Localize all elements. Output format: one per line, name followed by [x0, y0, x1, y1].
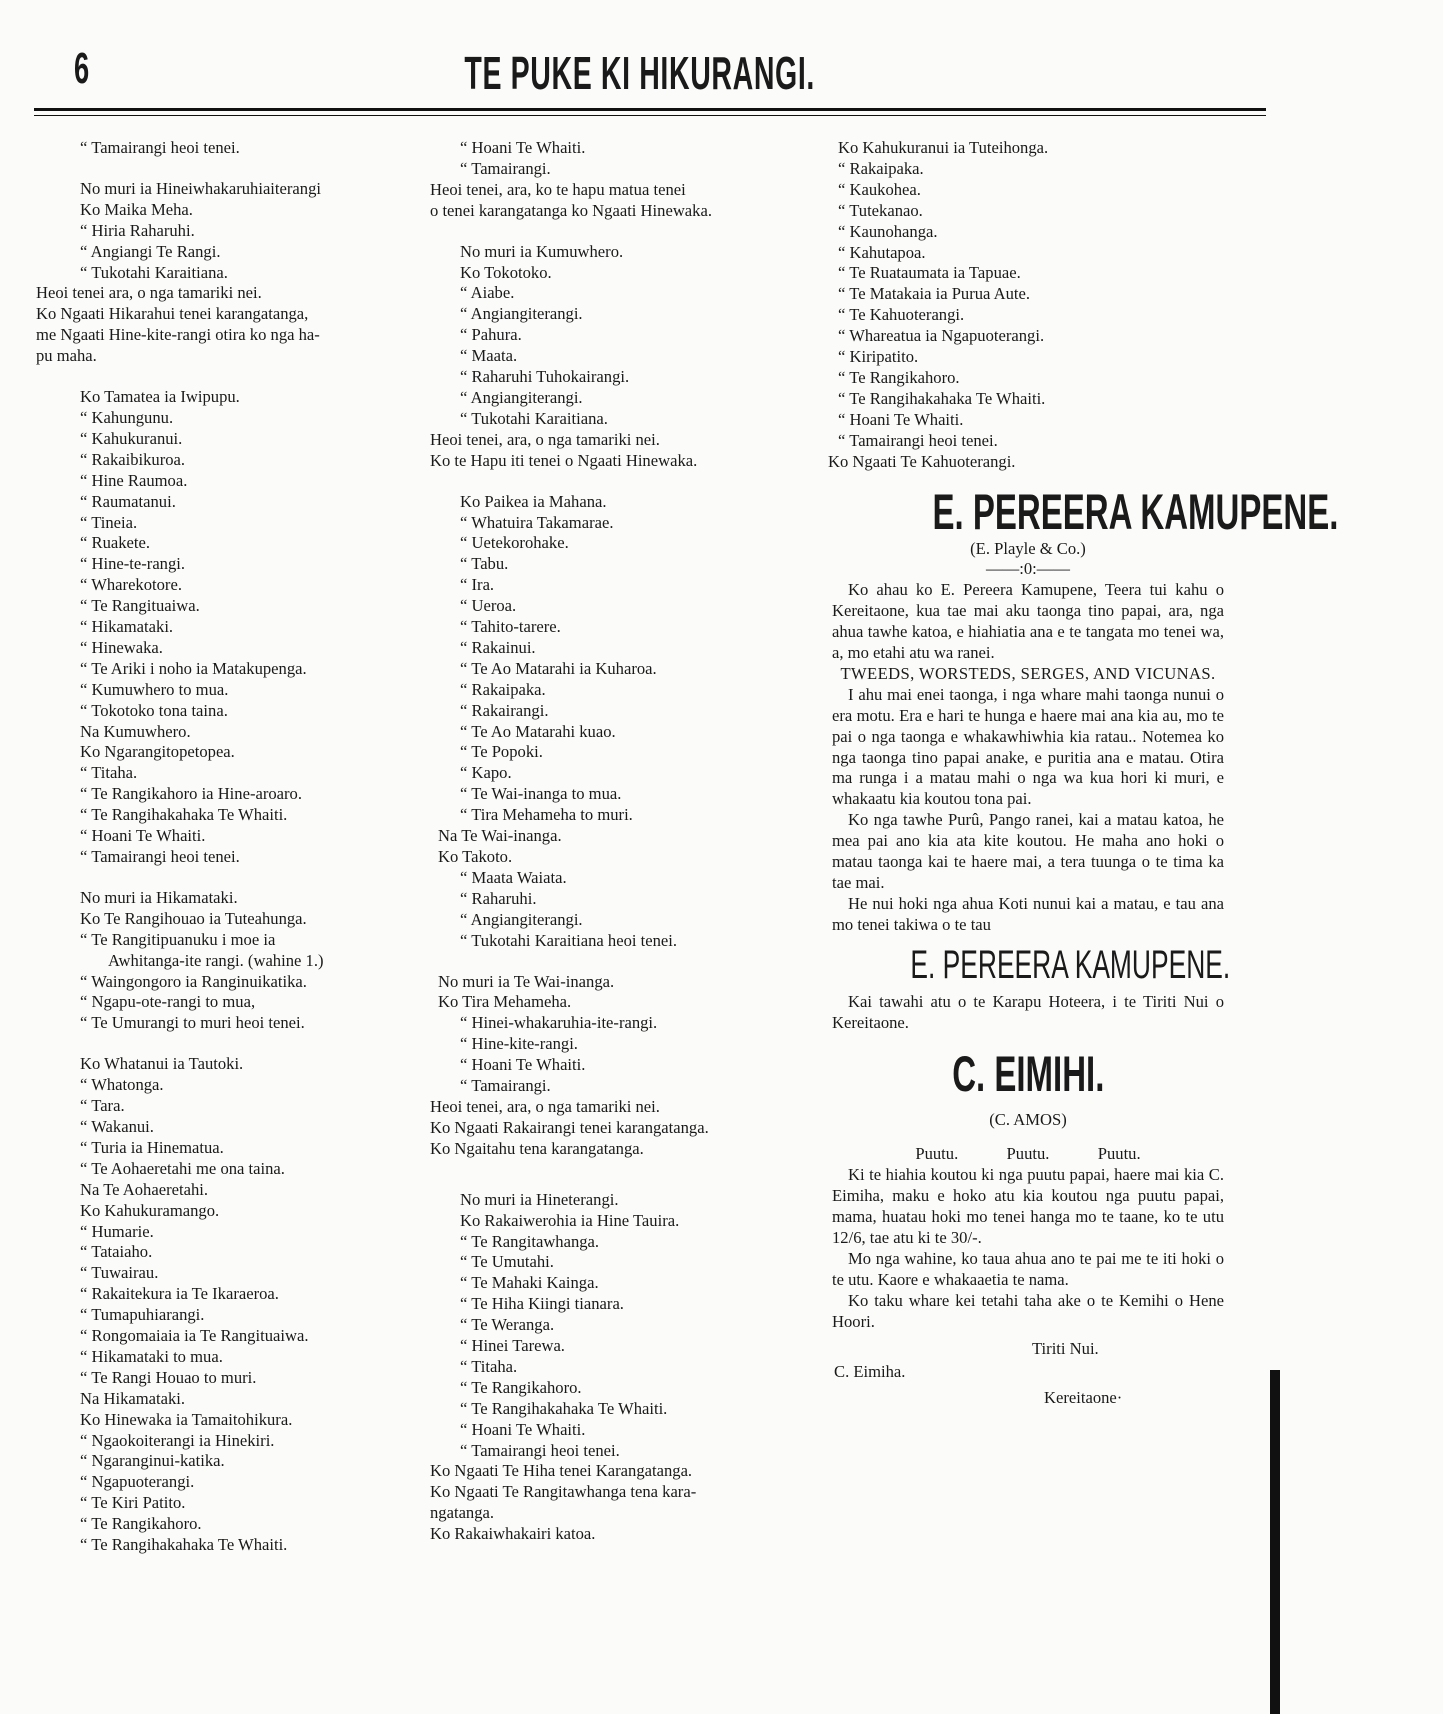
genealogy-line: “ Tara.	[80, 1096, 125, 1116]
advert-eimihi-town: Kereitaone·	[1044, 1388, 1123, 1408]
genealogy-line: “ Ira.	[460, 575, 495, 595]
genealogy-line: “ Titaha.	[460, 1356, 518, 1376]
advert-eimihi-paragraph-3: Ko taku whare kei tetahi taha ake o te Kemihi o Hene Hoori.	[832, 1290, 1224, 1331]
genealogy-line: “ Angiangiterangi.	[460, 304, 583, 324]
genealogy-line: No muri ia Kumuwhero.	[460, 241, 624, 261]
genealogy-line: “ Te Aohaeretahi me ona taina.	[80, 1158, 285, 1178]
genealogy-line: “ Tutekanao.	[838, 200, 923, 220]
advert-pereera-fabrics: TWEEDS, WORSTEDS, SERGES, AND VICUNAS.	[840, 663, 1216, 683]
genealogy-line: “ Kahukuranui.	[80, 428, 183, 448]
column-3-genealogy	[828, 138, 1228, 473]
genealogy-line: “ Pahura.	[460, 325, 522, 345]
advert-eimihi-paragraph-2: Mo nga wahine, ko taua ahua ano te pai me te iti hoki o te utu. Kaore e whakaaetia te nama.	[832, 1248, 1224, 1289]
genealogy-line: “ Tineia.	[80, 512, 138, 532]
genealogy-line: “ Tumapuhiarangi.	[80, 1305, 205, 1325]
advert-pereera-subtitle: (E. Playle & Co.)	[970, 538, 1086, 558]
genealogy-line: “ Raharuhi.	[460, 888, 537, 908]
genealogy-line: “ Te Rangihakahaka Te Whaiti.	[838, 388, 1046, 408]
genealogy-line: Ko Ngaitahu tena karangatanga.	[430, 1138, 644, 1158]
genealogy-line: “ Hoani Te Whaiti.	[80, 826, 206, 846]
column-1	[36, 138, 416, 1556]
header-rule-thick	[34, 108, 1266, 111]
genealogy-line: No muri ia Hineterangi.	[460, 1189, 619, 1209]
column-2	[430, 138, 820, 1545]
genealogy-line: “ Tataiaho.	[80, 1242, 153, 1262]
paragraph-gap	[36, 367, 416, 387]
advert-eimihi-signature: C. Eimiha.	[834, 1361, 906, 1381]
advert-pereera-title-2-text: E. PEREERA KAMUPENE.	[910, 942, 1231, 987]
paragraph-gap	[430, 472, 820, 492]
genealogy-line: “ Kiripatito.	[838, 347, 919, 367]
genealogy-line: “ Angiangi Te Rangi.	[80, 241, 221, 261]
genealogy-line: “ Maata Waiata.	[460, 867, 567, 887]
genealogy-line: “ Hinei-whakaruhia-ite-rangi.	[460, 1013, 658, 1033]
genealogy-line: “ Te Rangikahoro ia Hine-aroaro.	[80, 784, 302, 804]
genealogy-line: “ Ngaranginui-katika.	[80, 1451, 225, 1471]
genealogy-line: “ Te Hiha Kiingi tianara.	[460, 1294, 624, 1314]
genealogy-line: “ Humarie.	[80, 1221, 154, 1241]
genealogy-line: “ Tamairangi.	[460, 1076, 551, 1096]
genealogy-line: “ Te Rangihakahaka Te Whaiti.	[80, 1535, 288, 1555]
genealogy-line: me Ngaati Hine-kite-rangi otira ko nga ha-	[36, 325, 320, 345]
genealogy-line: Ko Tamatea ia Iwipupu.	[80, 387, 240, 407]
advert-pereera-title-2	[828, 940, 1231, 990]
genealogy-line: “ Hine Raumoa.	[80, 470, 188, 490]
genealogy-line: “ Te Popoki.	[460, 742, 543, 762]
genealogy-line: “ Te Ruataumata ia Tapuae.	[838, 263, 1021, 283]
genealogy-line: Na Kumuwhero.	[80, 721, 191, 741]
genealogy-line: “ Te Umutahi.	[460, 1252, 554, 1272]
genealogy-line: “ Whatuira Takamarae.	[460, 512, 614, 532]
genealogy-line: “ Angiangiterangi.	[460, 387, 583, 407]
genealogy-line: “ Whatonga.	[80, 1075, 164, 1095]
genealogy-line: “ Te Ao Matarahi ia Kuharoa.	[460, 658, 657, 678]
genealogy-line: No muri ia Te Wai-inanga.	[438, 971, 615, 991]
genealogy-line: ngatanga.	[430, 1503, 495, 1523]
genealogy-line: Na Te Wai-inanga.	[438, 826, 562, 846]
genealogy-line: “ Tamairangi heoi tenei.	[80, 847, 240, 866]
advert-eimihi-subtitle: (C. AMOS)	[989, 1109, 1067, 1129]
genealogy-line: Ko Ngarangitopetopea.	[80, 742, 235, 762]
genealogy-line: pu maha.	[36, 346, 97, 366]
genealogy-line: “ Tamairangi.	[460, 158, 551, 178]
genealogy-line: “ Te Rangikahoro.	[80, 1514, 202, 1534]
paragraph-gap	[36, 868, 416, 888]
paragraph-gap	[36, 1034, 416, 1054]
genealogy-line: Ko Tokotoko.	[460, 262, 552, 282]
genealogy-line: “ Te Rangikahoro.	[460, 1377, 582, 1397]
genealogy-line: Heoi tenei, ara, o nga tamariki nei.	[430, 1096, 660, 1116]
genealogy-line: “ Te Umurangi to muri heoi tenei.	[80, 1013, 305, 1033]
genealogy-line: “ Te Rangi Houao to muri.	[80, 1367, 257, 1387]
genealogy-line: Ko Rakaiwerohia ia Hine Tauira.	[460, 1210, 680, 1230]
genealogy-line: Ko Ngaati Te Kahuoterangi.	[828, 451, 1016, 471]
genealogy-line: “ Raharuhi Tuhokairangi.	[460, 367, 630, 387]
genealogy-line: “ Rakairangi.	[460, 700, 549, 720]
genealogy-line: “ Whareatua ia Ngapuoterangi.	[838, 326, 1045, 346]
advert-eimihi-street: Tiriti Nui.	[1032, 1338, 1099, 1358]
advert-eimihi-boot-3: Puutu.	[1097, 1144, 1141, 1164]
page-edge-shadow	[1270, 1370, 1280, 1714]
genealogy-line: Ko Maika Meha.	[80, 199, 193, 219]
genealogy-line: “ Hoani Te Whaiti.	[460, 1419, 586, 1439]
masthead	[34, 44, 1246, 108]
genealogy-line: “ Te Rangihakahaka Te Whaiti.	[460, 1398, 668, 1418]
genealogy-line: Heoi tenei ara, o nga tamariki nei.	[36, 283, 262, 303]
advert-eimihi-title-text: C. EIMIHI.	[951, 1045, 1105, 1102]
genealogy-line: “ Hinewaka.	[80, 637, 163, 657]
genealogy-line: Ko Kahukuranui ia Tuteihonga.	[838, 138, 1049, 157]
genealogy-line: “ Ngaokoiterangi ia Hinekiri.	[80, 1430, 275, 1450]
genealogy-line: “ Tamairangi heoi tenei.	[460, 1440, 620, 1460]
genealogy-line: Ko Hinewaka ia Tamaitohikura.	[80, 1409, 293, 1429]
genealogy-line: “ Te Rangituaiwa.	[80, 596, 200, 616]
paragraph-gap	[36, 159, 416, 179]
genealogy-line: “ Rongomaiaia ia Te Rangituaiwa.	[80, 1326, 309, 1346]
genealogy-line: “ Hikamataki.	[80, 617, 174, 637]
genealogy-line: “ Tokotoko tona taina.	[80, 700, 228, 720]
advert-pereera-address: Kai tawahi atu o te Karapu Hoteera, i te Tiriti Nui o Kereitaone.	[832, 991, 1224, 1032]
genealogy-line: “ Hoani Te Whaiti.	[460, 138, 586, 157]
advert-pereera-paragraph-2: I ahu mai enei taonga, i nga whare mahi taonga nunui o era motu. Era e hari te hunga e haere mai ana kia au, mo te pai o nga taonga e whakawhiwhia kia ratau.. Notemea ko nga taonga tino papai anake, e puritia ana e matau. Otira ma runga i a matau mahi o nga wa kua hori ki muri, e whakaatu kia koutou tona pai.	[832, 684, 1224, 809]
genealogy-line: “ Te Wai-inanga to mua.	[460, 784, 622, 804]
genealogy-line: o tenei karangatanga ko Ngaati Hinewaka.	[430, 200, 712, 220]
advert-pereera-separator: ——:0:——	[986, 559, 1070, 579]
advert-eimihi-boot-2: Puutu.	[1006, 1144, 1050, 1164]
genealogy-line: “ Rakaitekura ia Te Ikaraeroa.	[80, 1284, 279, 1304]
genealogy-line: Ko Ngaati Te Hiha tenei Karangatanga.	[430, 1461, 693, 1481]
genealogy-line: “ Te Kahuoterangi.	[838, 305, 965, 325]
genealogy-line: “ Te Rangitawhanga.	[460, 1231, 600, 1251]
genealogy-line: “ Kapo.	[460, 763, 512, 783]
genealogy-line: Ko Ngaati Hikarahui tenei karangatanga,	[36, 304, 309, 324]
genealogy-line: “ Tahito-tarere.	[460, 617, 561, 637]
genealogy-line: Ko Ngaati Rakairangi tenei karangatanga.	[430, 1117, 709, 1137]
genealogy-line: “ Te Ariki i noho ia Matakupenga.	[80, 658, 307, 678]
genealogy-line: Ko Te Rangihouao ia Tuteahunga.	[80, 908, 307, 928]
genealogy-line: “ Te Rangitipuanuku i moe ia	[80, 929, 276, 949]
genealogy-line: “ Ngapuoterangi.	[80, 1472, 195, 1492]
genealogy-line: “ Wharekotore.	[80, 575, 182, 595]
genealogy-line: “ Hoani Te Whaiti.	[838, 409, 964, 429]
advert-eimihi	[828, 1046, 1228, 1410]
genealogy-line: “ Kumuwhero to mua.	[80, 679, 229, 699]
genealogy-line: “ Uetekorohake.	[460, 533, 569, 553]
genealogy-line: Na Hikamataki.	[80, 1388, 186, 1408]
genealogy-line: “ Tamairangi heoi tenei.	[80, 138, 240, 157]
genealogy-line: “ Rakaibikuroa.	[80, 449, 186, 469]
advert-eimihi-boot-1: Puutu.	[915, 1144, 959, 1164]
genealogy-line: “ Te Ao Matarahi kuao.	[460, 721, 616, 741]
paragraph-gap	[430, 952, 820, 972]
genealogy-line: “ Hoani Te Whaiti.	[460, 1055, 586, 1075]
advert-pereera-title-text: E. PEREERA KAMUPENE.	[932, 483, 1339, 540]
genealogy-line: “ Ueroa.	[460, 596, 517, 616]
advert-pereera-paragraph-1: Ko ahau ko E. Pereera Kamupene, Teera tui kahu o Kereitaone, kua tae mai aku taonga tino papai, ara, nga ahua tawhe katoa, e hiahiatia ana e te tangata mo tenei wa, a, mo etahi atu wa ranei.	[832, 580, 1224, 663]
genealogy-line: “ Kahungunu.	[80, 407, 174, 427]
genealogy-line: “ Titaha.	[80, 763, 138, 783]
genealogy-line: “ Tukotahi Karaitiana heoi tenei.	[460, 930, 678, 950]
genealogy-line: “ Tira Mehameha to muri.	[460, 805, 633, 825]
paragraph-gap	[430, 1160, 820, 1190]
advert-pereera	[828, 483, 1339, 1034]
genealogy-line: “ Kahutapoa.	[838, 242, 926, 262]
genealogy-line: No muri ia Hineiwhakaruhiaiterangi	[80, 178, 321, 198]
genealogy-line: “ Tukotahi Karaitiana.	[460, 408, 608, 428]
genealogy-line: Heoi tenei, ara, ko te hapu matua tenei	[430, 179, 686, 199]
genealogy-line: “ Rakaipaka.	[838, 158, 924, 178]
page-number: 6	[74, 44, 90, 93]
genealogy-line: Awhitanga-ite rangi. (wahine 1.)	[108, 950, 324, 970]
genealogy-line: “ Te Kiri Patito.	[80, 1493, 186, 1513]
genealogy-line: “ Aiabe.	[460, 283, 515, 303]
genealogy-line: Heoi tenei, ara, o nga tamariki nei.	[430, 429, 660, 449]
genealogy-line: Ko Kahukuramango.	[80, 1200, 220, 1220]
genealogy-line: “ Ruakete.	[80, 533, 151, 553]
header-rule-thin	[34, 115, 1266, 116]
genealogy-line: “ Hine-kite-rangi.	[460, 1034, 578, 1054]
genealogy-line: Na Te Aohaeretahi.	[80, 1179, 209, 1199]
genealogy-line: “ Hinei Tarewa.	[460, 1336, 565, 1356]
genealogy-line: “ Waingongoro ia Ranginuikatika.	[80, 971, 307, 991]
newspaper-title	[34, 46, 1246, 100]
genealogy-line: “ Turia ia Hinematua.	[80, 1137, 224, 1157]
genealogy-line: “ Hine-te-rangi.	[80, 554, 186, 574]
advert-eimihi-paragraph-1: Ki te hiahia koutou ki nga puutu papai, haere mai kia C. Eimiha, maku e hoko atu kia koutou nga puutu papai, mama, huatau hoki mo tenei hanga mo te taane, ko te utu 12/6, tae atu ki te 30/-.	[832, 1165, 1224, 1248]
genealogy-line: Ko Takoto.	[438, 847, 513, 866]
genealogy-line: “ Angiangiterangi.	[460, 909, 583, 929]
newspaper-title-text: TE PUKE KI HIKURANGI.	[464, 47, 816, 99]
paragraph-gap	[430, 222, 820, 242]
genealogy-line: Ko te Hapu iti tenei o Ngaati Hinewaka.	[430, 450, 698, 470]
genealogy-line: “ Rakainui.	[460, 637, 536, 657]
genealogy-line: “ Te Rangihakahaka Te Whaiti.	[80, 805, 288, 825]
genealogy-line: “ Hikamataki to mua.	[80, 1346, 223, 1366]
advert-eimihi-boots-line	[828, 1144, 1228, 1165]
genealogy-line: “ Tabu.	[460, 554, 509, 574]
genealogy-line: “ Te Rangikahoro.	[838, 367, 960, 387]
genealogy-line: Ko Paikea ia Mahana.	[460, 491, 607, 511]
genealogy-line: “ Te Mahaki Kainga.	[460, 1273, 599, 1293]
genealogy-line: “ Kaukohea.	[838, 179, 921, 199]
genealogy-line: “ Tuwairau.	[80, 1263, 159, 1283]
genealogy-line: Ko Ngaati Te Rangitawhanga tena kara-	[430, 1482, 697, 1502]
genealogy-line: “ Hiria Raharuhi.	[80, 220, 195, 240]
genealogy-line: Ko Rakaiwhakairi katoa.	[430, 1524, 596, 1544]
genealogy-line: “ Raumatanui.	[80, 491, 176, 511]
genealogy-line: “ Te Matakaia ia Purua Aute.	[838, 284, 1031, 304]
column-3	[828, 138, 1339, 1409]
genealogy-line: No muri ia Hikamataki.	[80, 887, 238, 907]
genealogy-line: “ Tukotahi Karaitiana.	[80, 262, 228, 282]
genealogy-line: “ Ngapu-ote-rangi to mua,	[80, 992, 256, 1012]
genealogy-line: “ Tamairangi heoi tenei.	[838, 430, 998, 450]
advert-pereera-paragraph-4: He nui hoki nga ahua Koti nunui kai a matau, e tau ana mo tenei takiwa o te tau	[832, 893, 1224, 934]
genealogy-line: “ Rakaipaka.	[460, 679, 546, 699]
genealogy-line: “ Te Weranga.	[460, 1315, 555, 1335]
advert-pereera-paragraph-3: Ko nga tawhe Purû, Pango ranei, kai a matau katoa, he mea pai ano kia ata kite koutou. He maha ano hoki o matau taonga kai te haere mai, a tera tuunga o te tima ka tae mai.	[832, 810, 1224, 892]
advert-eimihi-title	[828, 1046, 1228, 1102]
advert-pereera-title	[828, 483, 1339, 540]
genealogy-line: “ Maata.	[460, 346, 518, 366]
genealogy-line: “ Wakanui.	[80, 1116, 154, 1136]
genealogy-line: Ko Tira Mehameha.	[438, 992, 572, 1012]
genealogy-line: “ Kaunohanga.	[838, 221, 938, 241]
genealogy-line: Ko Whatanui ia Tautoki.	[80, 1054, 244, 1074]
